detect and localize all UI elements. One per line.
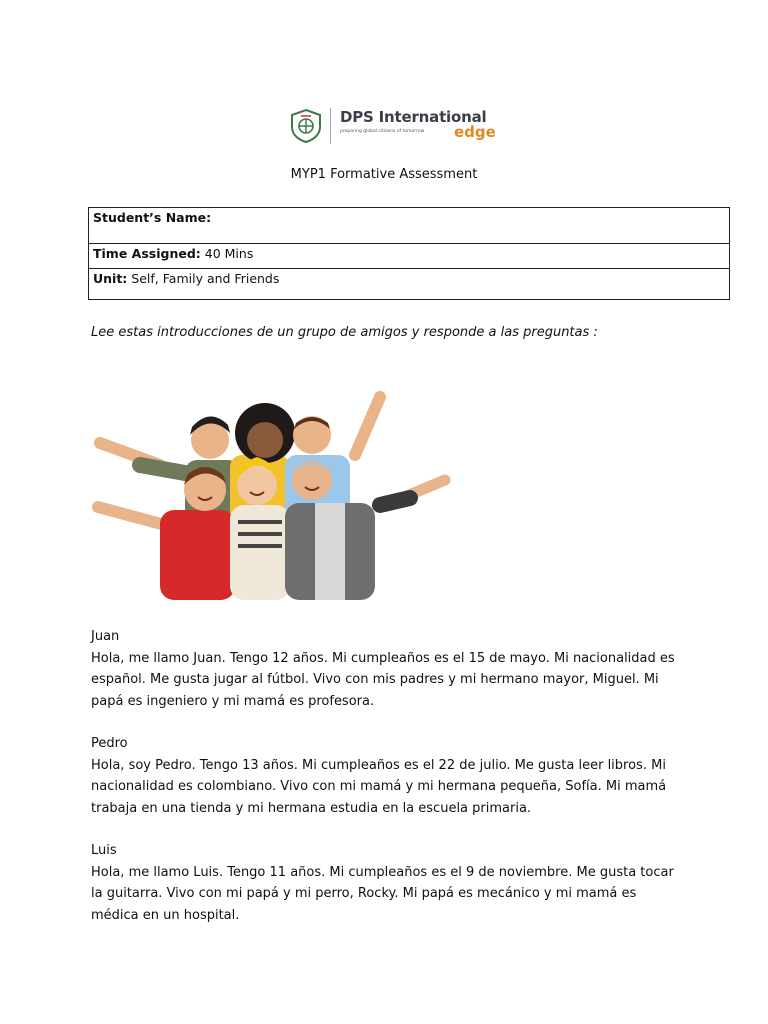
unit-label: Unit:: [93, 271, 128, 286]
person-text: Hola, me llamo Luis. Tengo 11 años. Mi cumpleaños es el 9 de noviembre. Me gusta tocar la guitarra. Vivo con mi papá y mi perro, Rocky. Mi papá es mecánico y mi mamá es médica en un hospital.: [91, 864, 674, 923]
introductions: [91, 626, 681, 947]
student-name-label: Student’s Name:: [93, 210, 212, 225]
instruction-text: Lee estas introducciones de un grupo de amigos y responde a las preguntas :: [91, 325, 598, 340]
time-assigned-value: 40 Mins: [204, 246, 254, 261]
student-info-table: [88, 207, 730, 300]
student-name-row: [89, 208, 730, 244]
logo-divider: [330, 108, 331, 144]
school-crest-icon: [289, 108, 323, 144]
person-name: Pedro: [91, 736, 128, 751]
logo-edge-text: edge: [454, 123, 496, 141]
person-text: Hola, me llamo Juan. Tengo 12 años. Mi cumpleaños es el 15 de mayo. Mi nacionalidad es español. Me gusta jugar al fútbol. Vivo con mis padres y mi hermano mayor, Miguel. Mi papá es ingeniero y mi mamá es profesora.: [91, 650, 675, 709]
person-name: Juan: [91, 629, 120, 644]
intro-pedro: [91, 733, 681, 819]
intro-juan: [91, 626, 681, 712]
school-logo: [287, 104, 509, 156]
logo-brand-text: DPS International: [340, 108, 487, 126]
group-of-friends-illustration: [90, 385, 455, 600]
time-assigned-label: Time Assigned:: [93, 246, 201, 261]
time-assigned-row: [89, 244, 730, 269]
person-name: Luis: [91, 843, 117, 858]
intro-luis: [91, 840, 681, 926]
page-title: MYP1 Formative Assessment: [290, 167, 478, 182]
unit-value: Self, Family and Friends: [131, 271, 280, 286]
logo-tagline: preparing global citizens of tomorrow: [340, 129, 425, 134]
person-text: Hola, soy Pedro. Tengo 13 años. Mi cumpleaños es el 22 de julio. Me gusta leer libros. Mi nacionalidad es colombiano. Vivo con mi mamá y mi hermana pequeña, Sofía. Mi mamá trabaja en una tienda y mi hermana estudia en la escuela primaria.: [91, 757, 667, 816]
unit-row: [89, 269, 730, 300]
